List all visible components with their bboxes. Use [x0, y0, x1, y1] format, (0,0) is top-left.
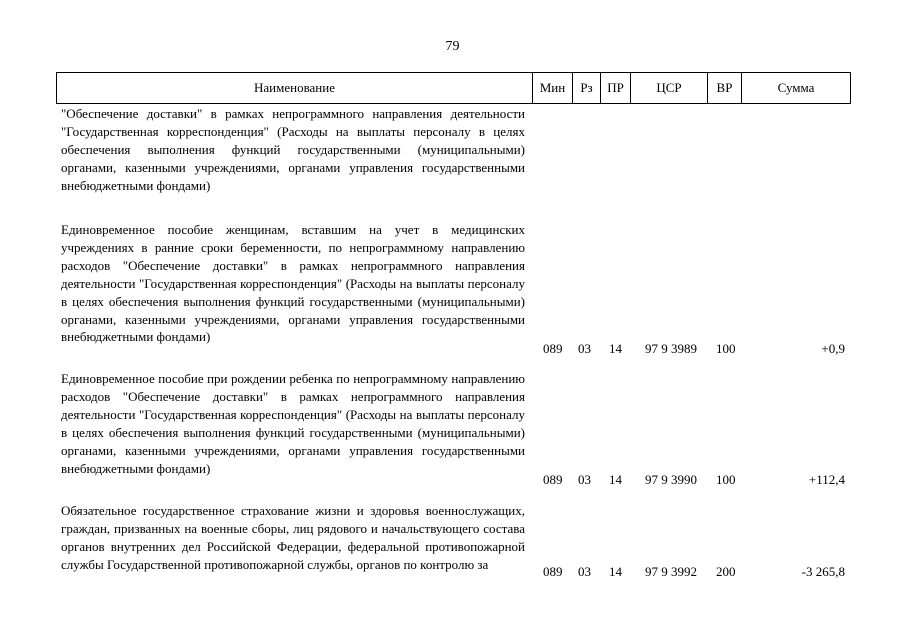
- row-name: "Обеспечение доставки" в рамках непрограммного направления деятельности "Государственная корреспонденция" (Расходы на выплаты персоналу в целях обеспечения выполнения функций государственными (муниципальными) органами, казенными учреждениями, органами управления государственными внебюджетными фондами): [61, 106, 525, 193]
- page-number: 79: [445, 39, 460, 54]
- row-sum: -3 265,8: [801, 564, 845, 579]
- row-csr: 97 9 3990: [645, 472, 697, 487]
- table-header: [56, 72, 851, 104]
- header-sum: Сумма: [777, 80, 815, 95]
- row-pr: 14: [609, 341, 622, 356]
- header-min: Мин: [533, 73, 573, 103]
- row-min: 089: [543, 472, 563, 487]
- row-sum: +0,9: [821, 341, 845, 356]
- row-sum: +112,4: [808, 472, 845, 487]
- header-csr: ЦСР: [631, 73, 708, 103]
- row-name: Единовременное пособие женщинам, вставшим на учет в медицинских учреждениях в ранние сроки беременности, по непрограммному направлению расходов "Обеспечение доставки" в рамках непрограммного направления деятельности "Государственная корреспонденция" (Расходы на выплаты персоналу в целях обеспечения выполнения функций государственными (муниципальными) органами, казенными учреждениями, органами управления государственными внебюджетными фондами): [61, 222, 525, 345]
- row-vr: 100: [716, 472, 736, 487]
- header-rz: Рз: [573, 73, 601, 103]
- row-min: 089: [543, 564, 563, 579]
- row-rz: 03: [578, 472, 591, 487]
- row-csr: 97 9 3992: [645, 564, 697, 579]
- header-pr: ПР: [601, 73, 631, 103]
- header-vr: ВР: [708, 73, 742, 103]
- row-vr: 100: [716, 341, 736, 356]
- row-name: Единовременное пособие при рождении ребенка по непрограммному направлению расходов "Обеспечение доставки" в рамках непрограммного направления деятельности "Государственная корреспонденция" (Расходы на выплаты персоналу в целях обеспечения выполнения функций государственными (муниципальными) органами, казенными учреждениями, органами управления государственными внебюджетными фондами): [61, 371, 525, 476]
- row-name: Обязательное государственное страхование жизни и здоровья военнослужащих, граждан, призванных на военные сборы, лиц рядового и начальствующего состава органов внутренних дел Российской Федерации, федеральной противопожарной службы Государственной противопожарной службы, органов по контролю за: [61, 503, 525, 572]
- row-pr: 14: [609, 564, 622, 579]
- row-pr: 14: [609, 472, 622, 487]
- row-vr: 200: [716, 564, 736, 579]
- row-rz: 03: [578, 564, 591, 579]
- header-name: Наименование: [57, 73, 533, 103]
- row-rz: 03: [578, 341, 591, 356]
- row-min: 089: [543, 341, 563, 356]
- row-csr: 97 9 3989: [645, 341, 697, 356]
